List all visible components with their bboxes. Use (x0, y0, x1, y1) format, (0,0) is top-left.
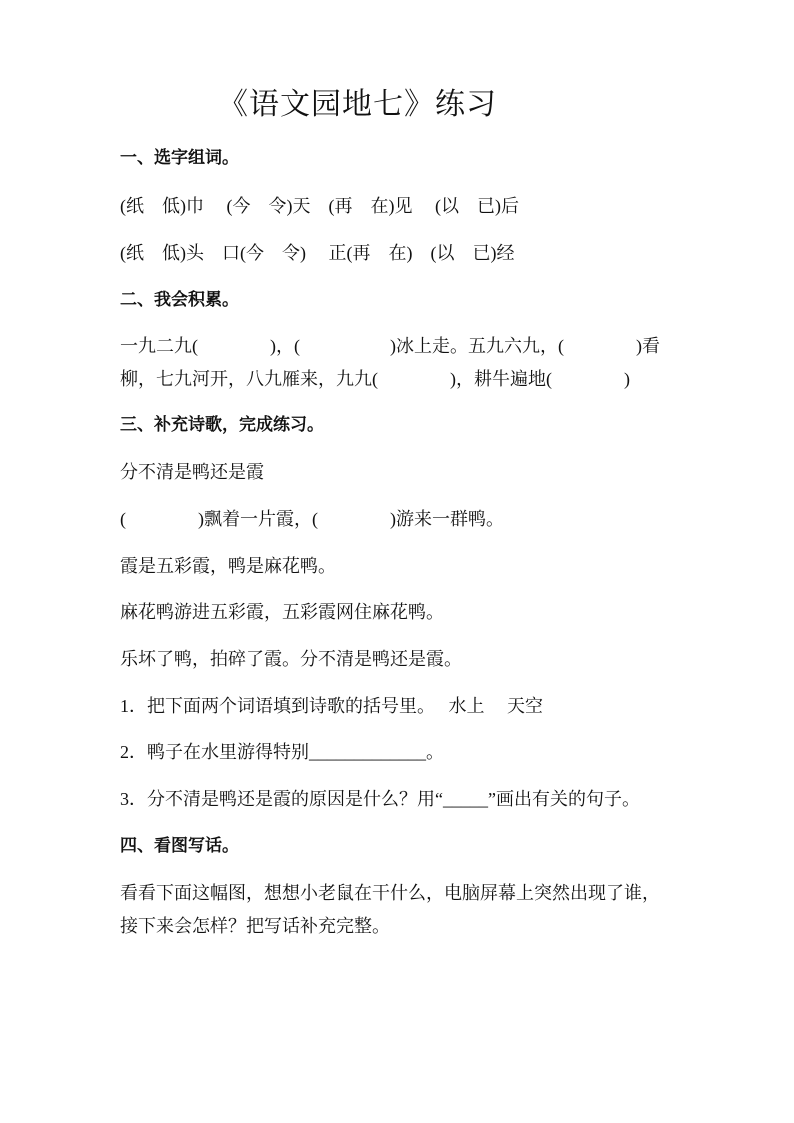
poem-title: 分不清是鸭还是霞 (120, 462, 264, 482)
question-2: 2．鸭子在水里游得特别_____________。 (120, 742, 444, 762)
poem-line-1: ( )飘着一片霞，( )游来一群鸭。 (120, 509, 504, 529)
choice-line-2: (纸 低)头 口(今 令) 正(再 在) (以 已)经 (120, 243, 515, 263)
section-heading-poem: 三、补充诗歌，完成练习。 (120, 415, 324, 435)
section-heading-picture-writing: 四、看图写话。 (120, 836, 239, 856)
section-heading-accumulate: 二、我会积累。 (120, 290, 239, 310)
writing-prompt-line-1: 看看下面这幅图，想想小老鼠在干什么，电脑屏幕上突然出现了谁， (120, 883, 660, 903)
question-3: 3．分不清是鸭还是霞的原因是什么？用“_____”画出有关的句子。 (120, 789, 640, 809)
section-heading-select-words: 一、选字组词。 (120, 148, 239, 168)
writing-prompt-line-2: 接下来会怎样？把写话补充完整。 (120, 916, 390, 936)
poem-line-4: 乐坏了鸭，拍碎了霞。分不清是鸭还是霞。 (120, 649, 462, 669)
poem-line-3: 麻花鸭游进五彩霞，五彩霞网住麻花鸭。 (120, 602, 444, 622)
question-1: 1．把下面两个词语填到诗歌的括号里。 水上 天空 (120, 696, 543, 716)
choice-line-1: (纸 低)巾 (今 令)天 (再 在)见 (以 已)后 (120, 196, 519, 216)
page-title: 《语文园地七》练习 (218, 87, 497, 122)
poem-line-2: 霞是五彩霞，鸭是麻花鸭。 (120, 556, 336, 576)
fill-line-1: 一九二九( )，( )冰上走。五九六九，( )看 (120, 336, 660, 356)
fill-line-2: 柳，七九河开，八九雁来，九九( )，耕牛遍地( ) (120, 369, 630, 389)
